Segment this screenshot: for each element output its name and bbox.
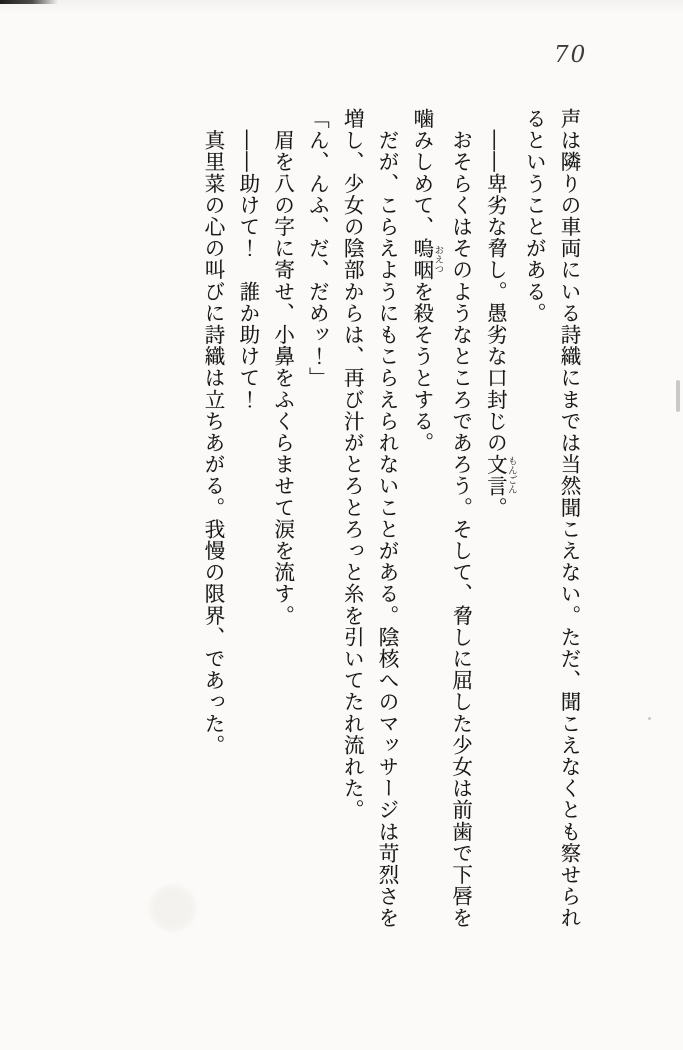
text-column: だが、こらえようにもこらえられないことがある。陰核へのマッサージは苛烈さを [375,108,400,929]
ruby-annotated-word: 文言もんごん [483,453,517,497]
text-column: ――助けて！ 誰か助けて！ [235,108,260,411]
text-column: るということがある。 [522,108,547,324]
text-column: 真里菜の心の叫びに詩織は立ちあがる。我慢の限界、であった。 [201,108,226,756]
page-number: 70 [554,42,588,68]
text-column: 声は隣りの車両にいる詩織にまでは当然聞こえない。ただ、聞こえなくとも察せられ [557,108,581,929]
scan-speck-dot [648,717,651,720]
paper-stain [150,885,196,931]
vertical-text-block [195,108,586,936]
scan-artifact-top-left [0,0,58,4]
scan-speck-right [676,380,680,412]
text-column: 「ん、んふ、だ、だめッ！」 [305,108,330,389]
text-column: 増し、少女の陰部からは、再び汁がとろとろっと糸を引いてたれ流れた。 [340,108,365,821]
text-column: ――卑劣な脅し。愚劣な口封じの文言もんごん。 [483,108,517,519]
text-column: 噛みしめて、嗚咽おえつを殺そうとする。 [409,108,444,454]
text-column: 眉を八の字に寄せ、小鼻をふくらませて涙を流す。 [270,108,295,627]
text-column: おそらくはそのようなところであろう。そして、脅しに屈した少女は前歯で下唇を [448,108,473,929]
ruby-annotated-word: 嗚咽おえつ [409,237,444,281]
